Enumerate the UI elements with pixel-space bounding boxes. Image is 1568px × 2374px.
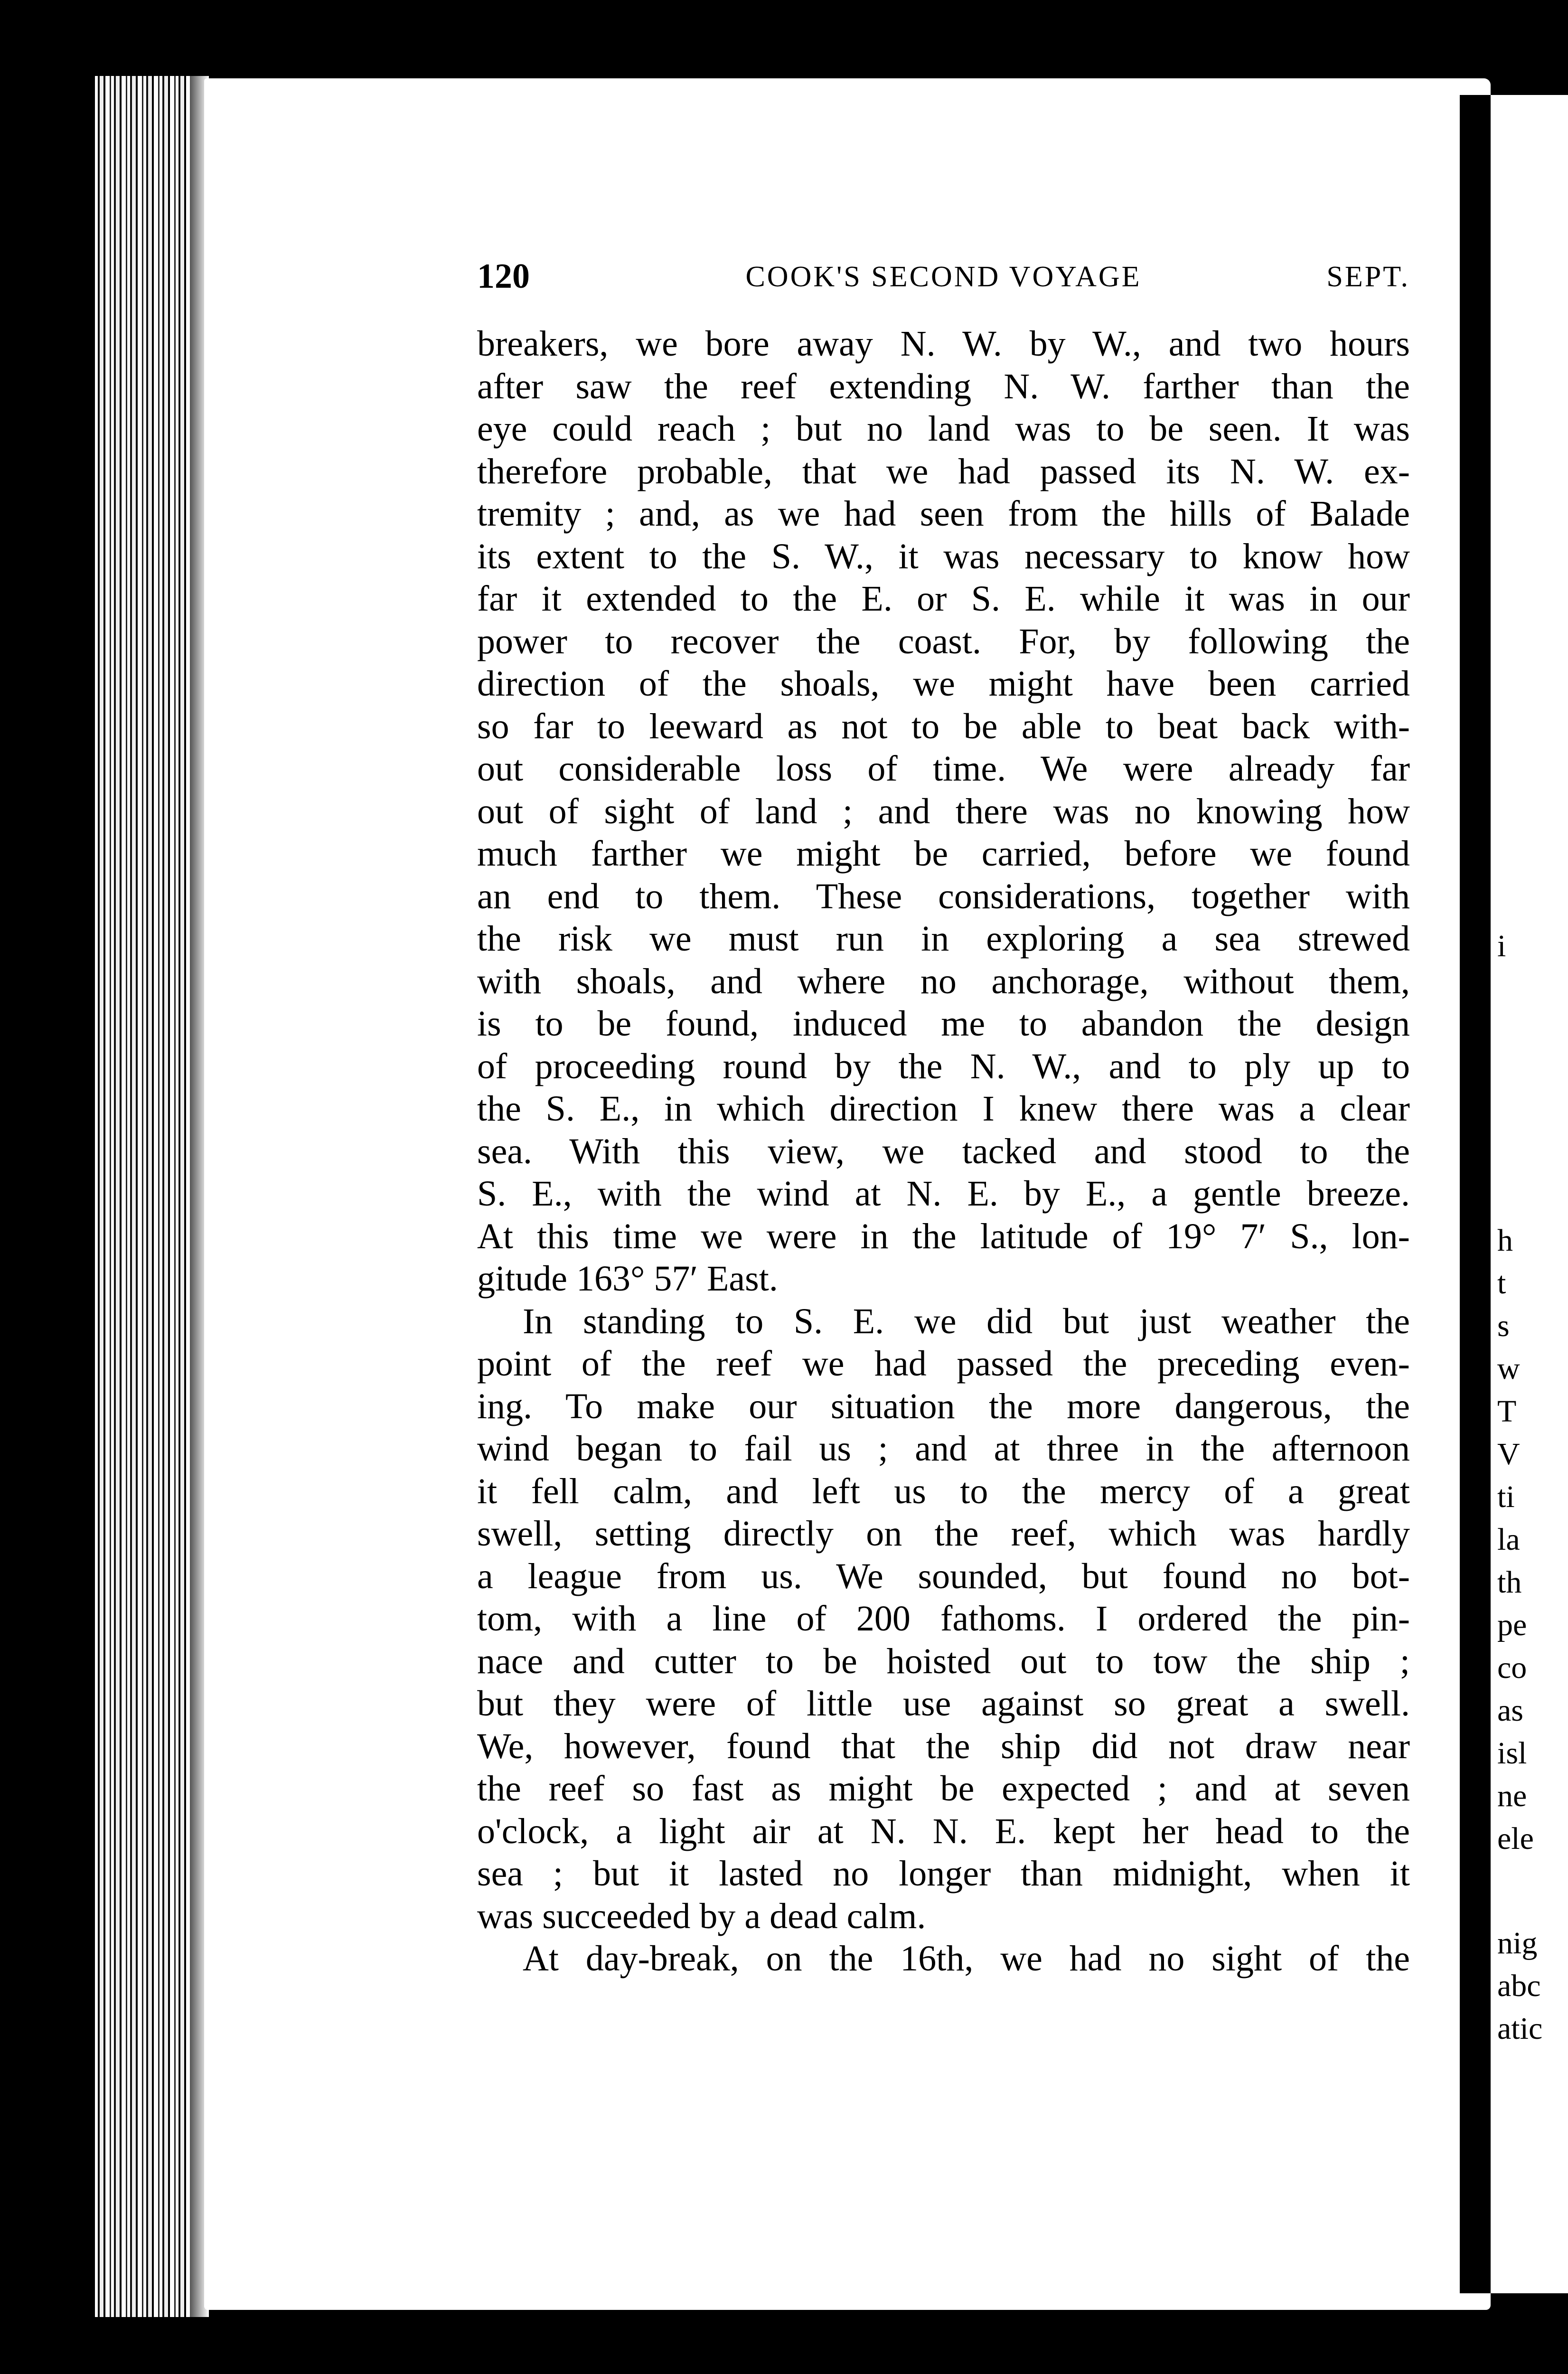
- adjacent-page-fragment: i: [1497, 929, 1506, 963]
- adjacent-page-fragment: s: [1497, 1309, 1510, 1343]
- adjacent-page-fragment: ele: [1497, 1821, 1534, 1856]
- text-line: therefore probable, that we had passed its N. W. ex-: [477, 451, 1410, 491]
- text-line: the risk we must run in exploring a sea strewed: [477, 919, 1410, 959]
- text-line: sea ; but it lasted no longer than midnight, when it: [477, 1854, 1410, 1894]
- adjacent-page-fragment: la: [1497, 1522, 1520, 1557]
- adjacent-page-fragment: V: [1497, 1437, 1520, 1471]
- text-line: but they were of little use against so great a swell.: [477, 1684, 1410, 1724]
- text-line: nace and cutter to be hoisted out to tow the ship ;: [477, 1641, 1410, 1681]
- adjacent-page-fragment: T: [1497, 1394, 1517, 1429]
- adjacent-page-fragment: ti: [1497, 1479, 1515, 1514]
- adjacent-page-fragment: ne: [1497, 1779, 1527, 1813]
- text-line: was succeeded by a dead calm.: [477, 1896, 926, 1936]
- text-line: a league from us. We sounded, but found no bot-: [477, 1556, 1410, 1596]
- adjacent-page-fragment: as: [1497, 1693, 1523, 1728]
- running-title: COOK'S SECOND VOYAGE: [745, 261, 1142, 293]
- text-line: far it extended to the E. or S. E. while it was in our: [477, 579, 1410, 619]
- adjacent-page-fragment: h: [1497, 1223, 1513, 1258]
- adjacent-page: [1491, 95, 1568, 2293]
- text-line: with shoals, and where no anchorage, without them,: [477, 961, 1410, 1001]
- text-line: swell, setting directly on the reef, which was hardly: [477, 1514, 1410, 1554]
- page-number: 120: [477, 257, 530, 296]
- body-text: [477, 323, 1410, 1980]
- adjacent-page-fragment: nig: [1497, 1926, 1538, 1960]
- text-line: out considerable loss of time. We were already far: [477, 749, 1410, 789]
- adjacent-page-fragment: th: [1497, 1565, 1522, 1600]
- text-line: At day-break, on the 16th, we had no sight of the: [523, 1939, 1410, 1978]
- text-line: eye could reach ; but no land was to be seen. It was: [477, 409, 1410, 449]
- text-line: of proceeding round by the N. W., and to ply up to: [477, 1046, 1410, 1086]
- text-line: out of sight of land ; and there was no knowing how: [477, 791, 1410, 831]
- text-line: much farther we might be carried, before we found: [477, 834, 1410, 874]
- text-line: o'clock, a light air at N. N. E. kept her head to the: [477, 1811, 1410, 1851]
- text-line: tom, with a line of 200 fathoms. I ordered the pin-: [477, 1599, 1410, 1639]
- adjacent-page-fragment: t: [1497, 1266, 1506, 1300]
- adjacent-page-fragment: abc: [1497, 1969, 1541, 2003]
- text-line: tremity ; and, as we had seen from the hills of Balade: [477, 494, 1410, 534]
- adjacent-page-fragment: isl: [1497, 1736, 1527, 1771]
- text-line: S. E., with the wind at N. E. by E., a gentle breeze.: [477, 1174, 1410, 1214]
- adjacent-page-fragment: w: [1497, 1351, 1520, 1386]
- text-line: after saw the reef extending N. W. farther than the: [477, 366, 1410, 406]
- text-line: sea. With this view, we tacked and stood to the: [477, 1131, 1410, 1171]
- text-line: point of the reef we had passed the preceding even-: [477, 1344, 1410, 1384]
- text-line: power to recover the coast. For, by following the: [477, 621, 1410, 661]
- page-edge-gap: [1460, 95, 1491, 2293]
- text-line: ing. To make our situation the more dangerous, the: [477, 1386, 1410, 1426]
- text-line: direction of the shoals, we might have been carried: [477, 664, 1410, 704]
- header-month: SEPT.: [1326, 261, 1410, 293]
- adjacent-page-fragment: co: [1497, 1650, 1527, 1685]
- adjacent-page-fragment: pe: [1497, 1608, 1527, 1642]
- text-line: gitude 163° 57′ East.: [477, 1259, 778, 1299]
- adjacent-page-fragment: atic: [1497, 2011, 1543, 2046]
- text-line: it fell calm, and left us to the mercy of a great: [477, 1471, 1410, 1511]
- text-line: In standing to S. E. we did but just weather the: [523, 1301, 1410, 1341]
- text-line: is to be found, induced me to abandon the design: [477, 1004, 1410, 1044]
- running-header: [477, 256, 1410, 294]
- text-line: We, however, found that the ship did not draw near: [477, 1726, 1410, 1766]
- text-line: At this time we were in the latitude of 19° 7′ S., lon-: [477, 1216, 1410, 1256]
- text-line: an end to them. These considerations, together with: [477, 876, 1410, 916]
- text-line: its extent to the S. W., it was necessary to know how: [477, 536, 1410, 576]
- text-line: the S. E., in which direction I knew there was a clear: [477, 1089, 1410, 1129]
- text-line: so far to leeward as not to be able to beat back with-: [477, 706, 1410, 746]
- text-line: wind began to fail us ; and at three in the afternoon: [477, 1429, 1410, 1469]
- text-line: breakers, we bore away N. W. by W., and two hours: [477, 324, 1410, 364]
- text-line: the reef so fast as might be expected ; and at seven: [477, 1769, 1410, 1809]
